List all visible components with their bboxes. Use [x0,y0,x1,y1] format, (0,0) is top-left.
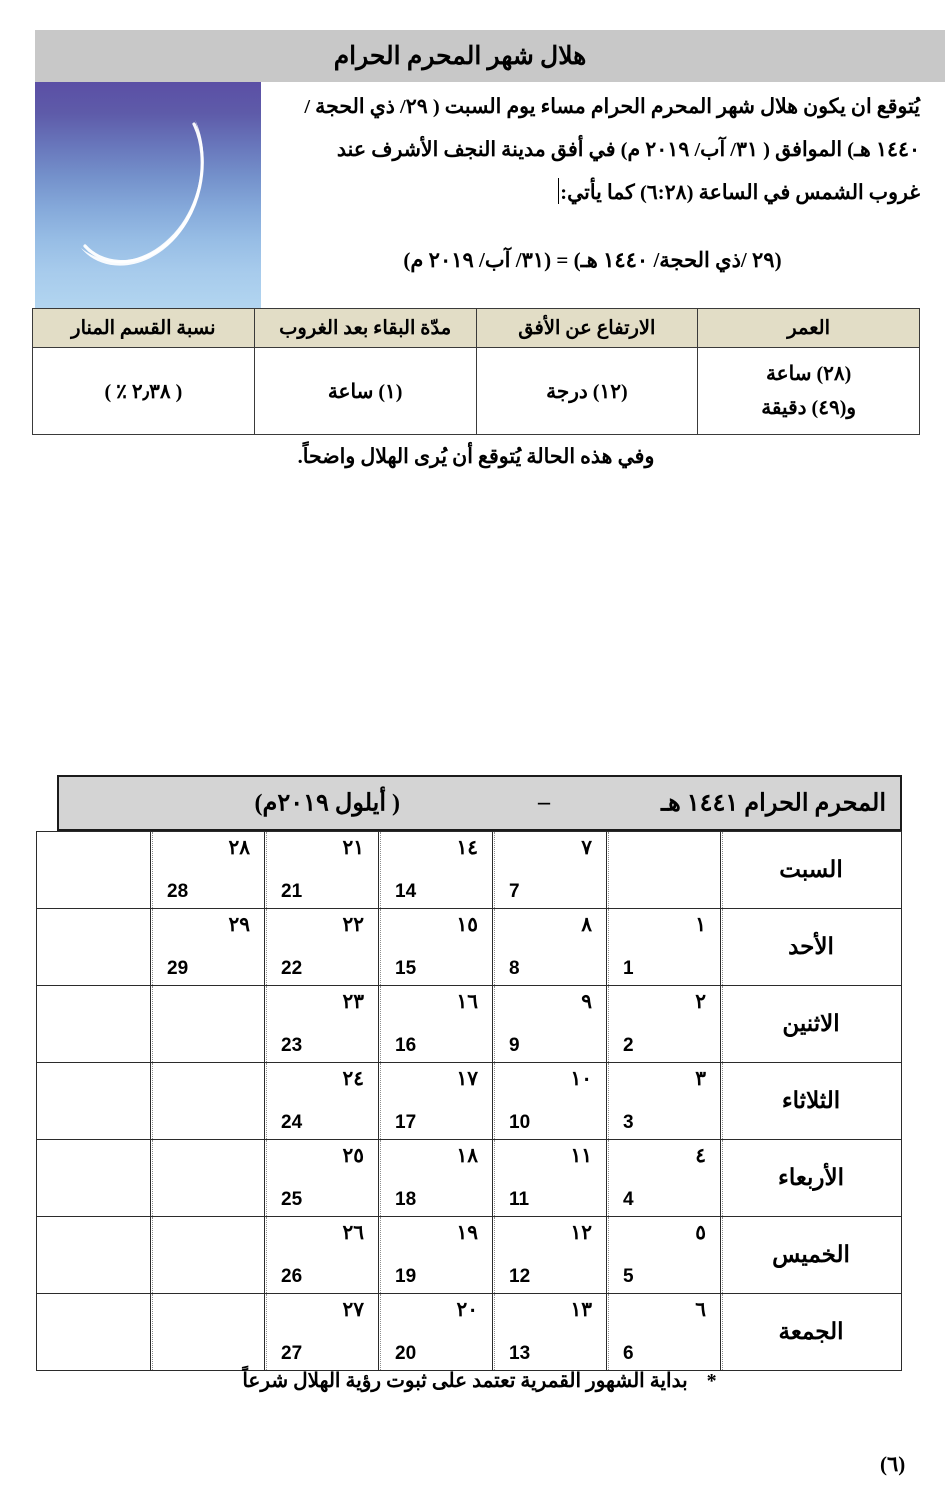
calendar-day-name: الأحد [721,909,902,986]
calendar-day-cell [493,986,607,1063]
calendar-day-cell [37,909,151,986]
gregorian-day-number: 16 [395,1035,417,1056]
hijri-day-number: ٦ [695,1299,706,1321]
calendar-day-cell [607,909,721,986]
hijri-day-number: ٩ [581,991,592,1013]
cell-altitude: (١٢) درجة [476,348,698,435]
calendar-day-cell [379,1294,493,1371]
calendar-day-cell [379,986,493,1063]
gregorian-day-number: 10 [509,1112,531,1133]
calendar-day-name: الأربعاء [721,1140,902,1217]
calendar-hijri-title: المحرم الحرام ١٤٤١ هـ [661,790,886,817]
calendar-day-cell [265,1063,379,1140]
calendar-day-cell [151,1063,265,1140]
hijri-day-number: ١٧ [456,1068,478,1090]
calendar-day-name: الثلاثاء [721,1063,902,1140]
calendar-day-cell [37,1217,151,1294]
gregorian-day-number: 4 [623,1189,634,1210]
gregorian-day-number: 18 [395,1189,417,1210]
gregorian-day-number: 6 [623,1343,634,1364]
calendar-day-cell [379,1063,493,1140]
gregorian-day-number: 17 [395,1112,417,1133]
gregorian-day-number: 9 [509,1035,520,1056]
hijri-day-number: ١٥ [456,914,478,936]
hijri-day-number: ١٦ [456,991,478,1013]
hijri-day-number: ٢٩ [228,914,250,936]
gregorian-day-number: 19 [395,1266,417,1287]
hijri-day-number: ١١ [570,1145,592,1167]
calendar-row [37,1217,902,1294]
calendar-day-cell [379,909,493,986]
page-title: هلال شهر المحرم الحرام [333,43,587,70]
hilal-parameters-table [32,308,920,435]
calendar-day-name: السبت [721,832,902,909]
cell-age [698,348,920,435]
col-header-duration: مدّة البقاء بعد الغروب [254,309,476,348]
calendar-row [37,1063,902,1140]
visibility-note: وفي هذه الحالة يُتوقع أن يُرى الهلال واضحاً. [297,446,655,468]
gregorian-day-number: 21 [281,881,303,902]
calendar-day-cell [493,909,607,986]
calendar-day-cell [37,986,151,1063]
gregorian-day-number: 29 [167,958,189,979]
calendar-header-bar [57,775,902,831]
calendar-day-cell [607,1140,721,1217]
table-row [33,348,920,435]
calendar-day-cell [379,1140,493,1217]
calendar-day-cell [151,986,265,1063]
calendar-row [37,909,902,986]
calendar-day-cell [265,1140,379,1217]
hijri-day-number: ٢٨ [228,837,250,859]
gregorian-day-number: 5 [623,1266,634,1287]
cell-illumination: ( ٢٫٣٨ ٪ ) [33,348,255,435]
calendar-footnote [57,1368,902,1393]
col-header-altitude: الارتفاع عن الأفق [476,309,698,348]
hijri-day-number: ٥ [695,1222,706,1244]
crescent-moon-icon [63,116,225,278]
calendar-day-name: الخميس [721,1217,902,1294]
calendar-day-cell [379,832,493,909]
hijri-day-number: ٢٢ [342,914,364,936]
gregorian-day-number: 12 [509,1266,531,1287]
hijri-day-number: ٢٤ [342,1068,364,1090]
gregorian-day-number: 25 [281,1189,303,1210]
calendar-day-cell [265,1294,379,1371]
col-header-illumination: نسبة القسم المنار [33,309,255,348]
calendar-day-cell [493,832,607,909]
calendar-row [37,1294,902,1371]
monthly-calendar [57,775,902,1371]
calendar-day-cell [151,1140,265,1217]
cell-age-line-1: (٢٨) ساعة [765,363,852,385]
calendar-day-cell [493,1063,607,1140]
gregorian-day-number: 24 [281,1112,303,1133]
hijri-day-number: ١٤ [456,837,478,859]
calendar-day-cell [493,1140,607,1217]
gregorian-day-number: 13 [509,1343,531,1364]
calendar-row [37,986,902,1063]
hijri-day-number: ١٣ [570,1299,592,1321]
cell-duration: (١) ساعة [254,348,476,435]
page-title-band [35,30,945,82]
hijri-day-number: ٢١ [342,837,364,859]
intro-line-2: ١٤٤٠ هـ) الموافق ( ٣١/ آب/ ٢٠١٩ م) في أفق مدينة النجف الأشرف عند [336,139,920,161]
gregorian-day-number: 11 [509,1189,530,1210]
calendar-day-cell [37,1063,151,1140]
gregorian-day-number: 27 [281,1343,303,1364]
calendar-day-cell [151,909,265,986]
hijri-day-number: ١٨ [456,1145,478,1167]
calendar-day-cell [493,1217,607,1294]
hijri-day-number: ٨ [581,914,592,936]
calendar-day-name: الاثنين [721,986,902,1063]
calendar-gregorian-title: ( أيلول ٢٠١٩م) [254,790,400,817]
footnote-star: * [706,1370,717,1392]
calendar-day-cell [607,986,721,1063]
gregorian-day-number: 15 [395,958,417,979]
gregorian-day-number: 1 [623,958,634,979]
hijri-day-number: ٤ [695,1145,706,1167]
gregorian-day-number: 3 [623,1112,634,1133]
hijri-day-number: ٢٦ [342,1222,364,1244]
calendar-day-cell [607,1217,721,1294]
hijri-day-number: ٢٧ [342,1299,364,1321]
gregorian-day-number: 23 [281,1035,303,1056]
intro-line-3: غروب الشمس في الساعة (٦:٢٨) كما يأتي: [560,182,920,204]
hijri-day-number: ٢٥ [342,1145,364,1167]
hijri-day-number: ١ [695,914,706,936]
hijri-day-number: ٧ [581,837,592,859]
hijri-day-number: ٢ [695,991,706,1013]
col-header-age: العمر [698,309,920,348]
intro-line-1: يُتوقع ان يكون هلال شهر المحرم الحرام مساء يوم السبت ( ٢٩/ ذي الحجة / [304,96,920,118]
calendar-day-cell [37,1140,151,1217]
calendar-day-cell [151,1217,265,1294]
calendar-day-cell [379,1217,493,1294]
calendar-day-cell [265,1217,379,1294]
hijri-day-number: ١٩ [456,1222,478,1244]
hijri-day-number: ٢٣ [342,991,364,1013]
gregorian-day-number: 8 [509,958,520,979]
calendar-title-separator: – [538,789,550,816]
calendar-day-cell [607,1063,721,1140]
calendar-day-cell [265,986,379,1063]
calendar-day-cell [265,909,379,986]
footnote-text: بداية الشهور القمرية تعتمد على ثبوت رؤية الهلال شرعاً [242,1370,688,1392]
calendar-day-cell [265,832,379,909]
hijri-day-number: ١٢ [570,1222,592,1244]
calendar-day-cell [37,832,151,909]
calendar-day-cell [607,832,721,909]
calendar-day-cell [37,1294,151,1371]
hijri-day-number: ١٠ [570,1068,592,1090]
crescent-moon-image [35,82,261,308]
date-equivalence-line: (٢٩ /ذي الحجة/ ١٤٤٠ هـ) = (٣١/ آب/ ٢٠١٩ م) [403,248,782,272]
hijri-day-number: ٢٠ [456,1299,478,1321]
calendar-day-cell [493,1294,607,1371]
gregorian-day-number: 2 [623,1035,634,1056]
table-header-row [33,309,920,348]
calendar-day-cell [151,1294,265,1371]
cell-age-line-2: و(٤٩) دقيقة [761,397,857,419]
calendar-row [37,1140,902,1217]
gregorian-day-number: 14 [395,881,417,902]
calendar-row [37,832,902,909]
gregorian-day-number: 26 [281,1266,303,1287]
gregorian-day-number: 7 [509,881,520,902]
page-number: (٦) [880,1452,906,1476]
gregorian-day-number: 22 [281,958,303,979]
gregorian-day-number: 28 [167,881,189,902]
hijri-day-number: ٣ [695,1068,706,1090]
calendar-day-name: الجمعة [721,1294,902,1371]
intro-paragraph [265,86,920,215]
calendar-day-cell [607,1294,721,1371]
calendar-day-cell [151,832,265,909]
gregorian-day-number: 20 [395,1343,417,1364]
calendar-grid [36,831,902,1371]
